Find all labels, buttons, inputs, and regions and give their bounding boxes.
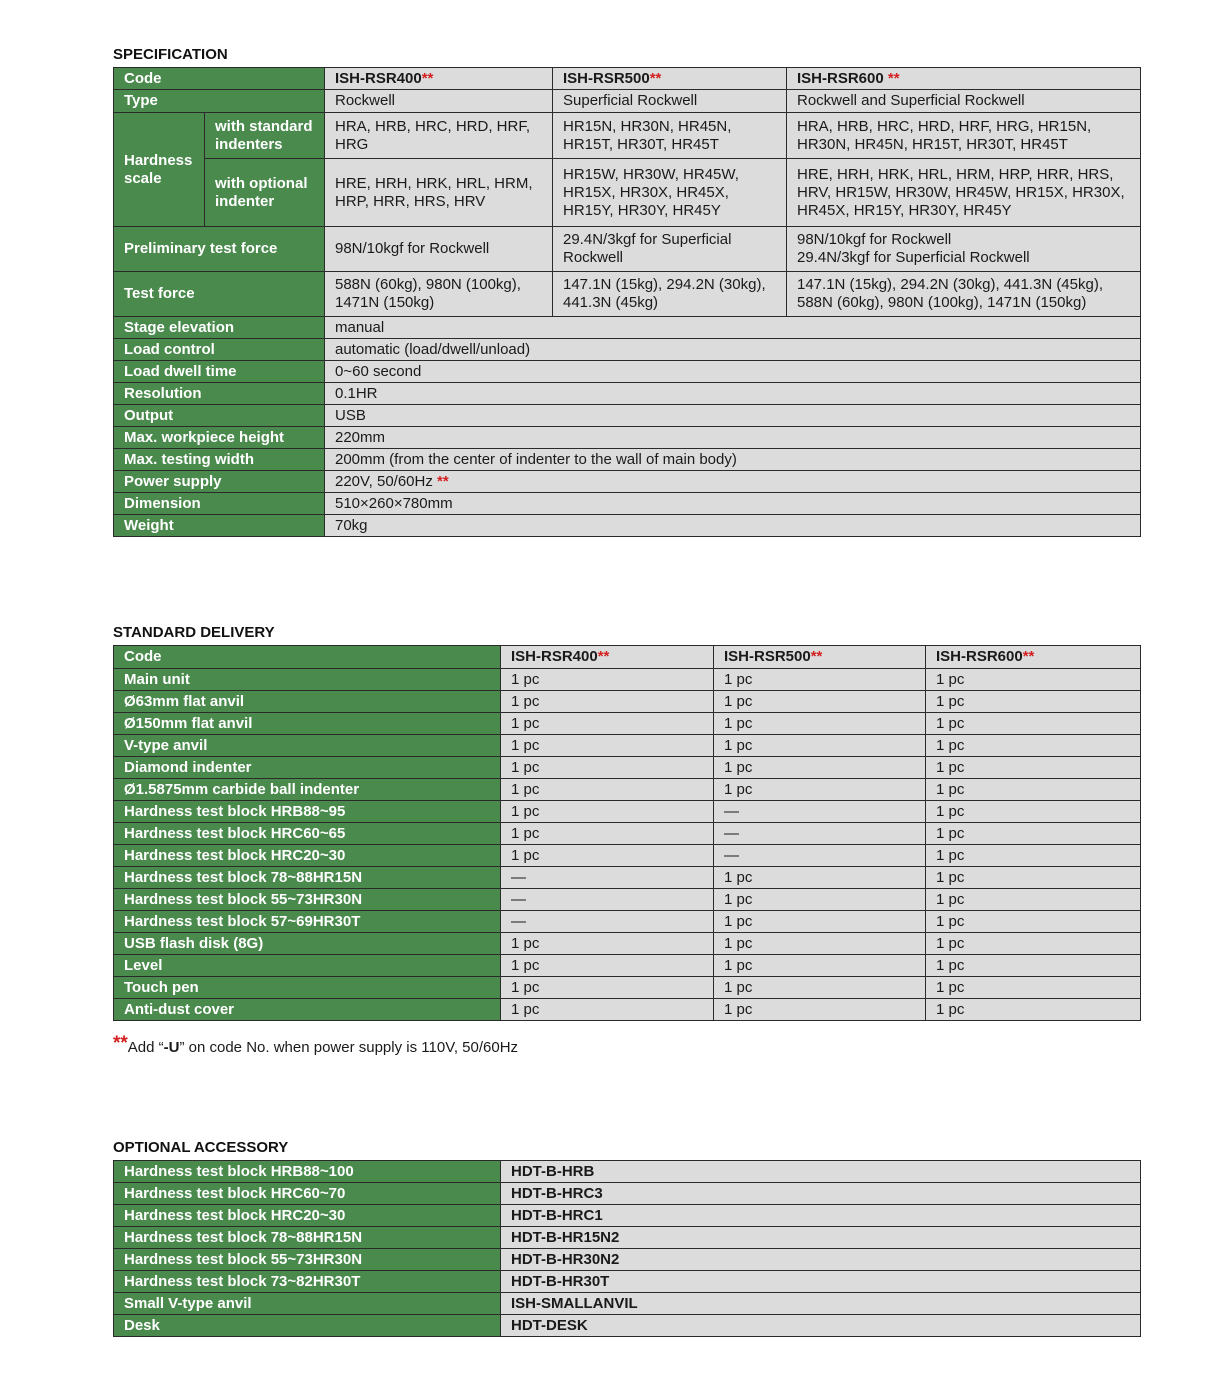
delivery-row — [114, 669, 1141, 691]
delivery-title: STANDARD DELIVERY — [113, 624, 275, 641]
spec-label: Stage elevation — [114, 317, 325, 339]
spec-label-standard: with standard indenters — [205, 113, 325, 159]
spec-cell: 147.1N (15kg), 294.2N (30kg), 441.3N (45kg), 588N (60kg), 980N (100kg), 1471N (150kg) — [787, 272, 1141, 317]
delivery-qty: 1 pc — [926, 823, 1141, 845]
delivery-row — [114, 999, 1141, 1021]
spec-cell: 588N (60kg), 980N (100kg), 1471N (150kg) — [325, 272, 553, 317]
delivery-qty: 1 pc — [926, 691, 1141, 713]
spec-cell: HRE, HRH, HRK, HRL, HRM, HRP, HRR, HRS, HRV, HR15W, HR30W, HR45W, HR15X, HR30X, HR45X, HR15Y, HR30Y, HR45Y — [787, 159, 1141, 227]
optional-item-label: Small V-type anvil — [114, 1293, 501, 1315]
delivery-item-label: Anti-dust cover — [114, 999, 501, 1021]
delivery-qty: 1 pc — [926, 977, 1141, 999]
optional-item-code: HDT-B-HR15N2 — [501, 1227, 1141, 1249]
optional-rows — [114, 1161, 1141, 1337]
delivery-qty: — — [501, 911, 714, 933]
delivery-qty: 1 pc — [501, 845, 714, 867]
delivery-code-400 — [501, 646, 714, 669]
delivery-qty: 1 pc — [926, 911, 1141, 933]
delivery-qty: — — [501, 889, 714, 911]
delivery-item-label: Diamond indenter — [114, 757, 501, 779]
power-note — [113, 1033, 519, 1058]
code-text: ISH-RSR600 — [797, 69, 884, 87]
optional-row — [114, 1293, 1141, 1315]
spec-row — [114, 317, 1141, 339]
delivery-row — [114, 779, 1141, 801]
delivery-qty: 1 pc — [714, 691, 926, 713]
code-text: ISH-RSR600 — [936, 648, 1023, 665]
spec-value: 200mm (from the center of indenter to the wall of main body) — [325, 449, 1141, 471]
delivery-qty: 1 pc — [714, 955, 926, 977]
optional-item-label: Hardness test block 55~73HR30N — [114, 1249, 501, 1271]
spec-row-type — [114, 90, 1141, 113]
optional-item-label: Hardness test block 78~88HR15N — [114, 1227, 501, 1249]
delivery-qty: 1 pc — [501, 713, 714, 735]
optional-row — [114, 1161, 1141, 1183]
delivery-qty: 1 pc — [926, 713, 1141, 735]
spec-label: Dimension — [114, 493, 325, 515]
delivery-qty: 1 pc — [501, 691, 714, 713]
note-code: -U — [163, 1039, 180, 1056]
note-pre: Add “ — [127, 1039, 164, 1056]
spec-value: 510×260×780mm — [325, 493, 1141, 515]
delivery-qty: 1 pc — [926, 933, 1141, 955]
optional-item-code: HDT-DESK — [501, 1315, 1141, 1337]
optional-row — [114, 1183, 1141, 1205]
optional-row — [114, 1271, 1141, 1293]
spec-label-hardness: Hardness scale — [114, 113, 205, 227]
note-star: ** — [432, 472, 449, 490]
spec-cell: 98N/10kgf for Rockwell — [325, 227, 553, 272]
spec-label-test: Test force — [114, 272, 325, 317]
code-text: ISH-RSR400 — [511, 648, 598, 665]
spec-row-prelim — [114, 227, 1141, 272]
delivery-item-label: Hardness test block 78~88HR15N — [114, 867, 501, 889]
delivery-rows — [114, 669, 1141, 1021]
spec-shared-rows — [114, 317, 1141, 537]
delivery-qty: 1 pc — [714, 867, 926, 889]
delivery-item-label: Ø1.5875mm carbide ball indenter — [114, 779, 501, 801]
delivery-qty: 1 pc — [714, 713, 926, 735]
delivery-qty: 1 pc — [926, 867, 1141, 889]
delivery-qty: 1 pc — [714, 977, 926, 999]
optional-item-code: ISH-SMALLANVIL — [501, 1293, 1141, 1315]
optional-item-label: Desk — [114, 1315, 501, 1337]
spec-label: Weight — [114, 515, 325, 537]
spec-row — [114, 515, 1141, 537]
delivery-qty: 1 pc — [926, 669, 1141, 691]
spec-cell: Superficial Rockwell — [553, 90, 787, 113]
delivery-qty: 1 pc — [926, 999, 1141, 1021]
delivery-row — [114, 889, 1141, 911]
delivery-qty: 1 pc — [714, 889, 926, 911]
spec-title: SPECIFICATION — [113, 46, 228, 63]
spec-row — [114, 383, 1141, 405]
code-text: ISH-RSR400 — [335, 69, 422, 87]
delivery-qty: 1 pc — [714, 933, 926, 955]
spec-row — [114, 339, 1141, 361]
delivery-row — [114, 823, 1141, 845]
spec-label: Output — [114, 405, 325, 427]
delivery-qty: — — [714, 845, 926, 867]
optional-row — [114, 1315, 1141, 1337]
optional-item-label: Hardness test block HRB88~100 — [114, 1161, 501, 1183]
delivery-qty: 1 pc — [501, 669, 714, 691]
delivery-row — [114, 911, 1141, 933]
delivery-row — [114, 845, 1141, 867]
delivery-qty: 1 pc — [926, 889, 1141, 911]
spec-label-type: Type — [114, 90, 325, 113]
spec-table — [113, 67, 1141, 537]
note-star: ** — [810, 648, 823, 665]
delivery-qty: 1 pc — [714, 911, 926, 933]
spec-row — [114, 449, 1141, 471]
spec-label: Resolution — [114, 383, 325, 405]
spec-value: 0.1HR — [325, 383, 1141, 405]
spec-value: 220mm — [325, 427, 1141, 449]
spec-cell: HRA, HRB, HRC, HRD, HRF, HRG — [325, 113, 553, 159]
delivery-qty: 1 pc — [501, 823, 714, 845]
spec-cell: 29.4N/3kgf for Superficial Rockwell — [553, 227, 787, 272]
code-text: ISH-RSR500 — [563, 69, 650, 87]
delivery-item-label: Hardness test block 57~69HR30T — [114, 911, 501, 933]
spec-cell: Rockwell — [325, 90, 553, 113]
spec-cell: HRE, HRH, HRK, HRL, HRM, HRP, HRR, HRS, HRV — [325, 159, 553, 227]
spec-row-code — [114, 68, 1141, 90]
spec-code-600 — [787, 68, 1141, 90]
delivery-qty: 1 pc — [926, 757, 1141, 779]
optional-table — [113, 1160, 1141, 1337]
delivery-qty: 1 pc — [501, 933, 714, 955]
delivery-row — [114, 735, 1141, 757]
spec-row — [114, 361, 1141, 383]
delivery-row — [114, 867, 1141, 889]
spec-cell: Rockwell and Superficial Rockwell — [787, 90, 1141, 113]
spec-cell: HRA, HRB, HRC, HRD, HRF, HRG, HR15N, HR30N, HR45N, HR15T, HR30T, HR45T — [787, 113, 1141, 159]
spec-cell: HR15W, HR30W, HR45W, HR15X, HR30X, HR45X, HR15Y, HR30Y, HR45Y — [553, 159, 787, 227]
spec-cell — [787, 227, 1141, 272]
delivery-qty: 1 pc — [926, 779, 1141, 801]
spec-label: Max. testing width — [114, 449, 325, 471]
spec-cell: HR15N, HR30N, HR45N, HR15T, HR30T, HR45T — [553, 113, 787, 159]
spec-value: 0~60 second — [325, 361, 1141, 383]
spec-row — [114, 405, 1141, 427]
spec-value: 70kg — [325, 515, 1141, 537]
delivery-row — [114, 801, 1141, 823]
optional-row — [114, 1227, 1141, 1249]
delivery-item-label: V-type anvil — [114, 735, 501, 757]
spec-row-standard — [114, 113, 1141, 159]
spec-code-500 — [553, 68, 787, 90]
delivery-item-label: Hardness test block HRC20~30 — [114, 845, 501, 867]
delivery-qty: 1 pc — [714, 669, 926, 691]
spec-value: automatic (load/dwell/unload) — [325, 339, 1141, 361]
spec-label-prelim: Preliminary test force — [114, 227, 325, 272]
delivery-qty: 1 pc — [714, 779, 926, 801]
note-post: ” on code No. when power supply is 110V, 50/60Hz — [179, 1039, 519, 1056]
delivery-row — [114, 757, 1141, 779]
delivery-item-label: Main unit — [114, 669, 501, 691]
optional-row — [114, 1249, 1141, 1271]
optional-row — [114, 1205, 1141, 1227]
delivery-qty: 1 pc — [501, 801, 714, 823]
note-star: ** — [113, 1033, 128, 1054]
optional-item-code: HDT-B-HR30N2 — [501, 1249, 1141, 1271]
delivery-row — [114, 933, 1141, 955]
delivery-code-500 — [714, 646, 926, 669]
delivery-qty: — — [501, 867, 714, 889]
delivery-qty: — — [714, 801, 926, 823]
spec-value: USB — [325, 405, 1141, 427]
spec-code-400 — [325, 68, 553, 90]
delivery-qty: 1 pc — [501, 955, 714, 977]
delivery-item-label: Touch pen — [114, 977, 501, 999]
spec-label-code: Code — [114, 68, 325, 90]
delivery-item-label: Hardness test block HRC60~65 — [114, 823, 501, 845]
delivery-qty: 1 pc — [714, 999, 926, 1021]
spec-label: Load dwell time — [114, 361, 325, 383]
delivery-qty: 1 pc — [501, 999, 714, 1021]
delivery-item-label: Hardness test block 55~73HR30N — [114, 889, 501, 911]
optional-item-label: Hardness test block HRC60~70 — [114, 1183, 501, 1205]
delivery-item-label: USB flash disk (8G) — [114, 933, 501, 955]
optional-item-label: Hardness test block 73~82HR30T — [114, 1271, 501, 1293]
spec-label: Load control — [114, 339, 325, 361]
code-text: ISH-RSR500 — [724, 648, 811, 665]
delivery-qty: 1 pc — [926, 801, 1141, 823]
delivery-code-600 — [926, 646, 1141, 669]
note-star: ** — [1022, 648, 1035, 665]
delivery-qty: 1 pc — [501, 779, 714, 801]
spec-row — [114, 471, 1141, 493]
optional-item-code: HDT-B-HRC3 — [501, 1183, 1141, 1205]
delivery-item-label: Ø63mm flat anvil — [114, 691, 501, 713]
delivery-qty: 1 pc — [714, 735, 926, 757]
spec-label: Power supply — [114, 471, 325, 493]
spec-row-optional — [114, 159, 1141, 227]
delivery-row — [114, 977, 1141, 999]
prelim-line: 98N/10kgf for Rockwell — [797, 231, 952, 248]
optional-item-label: Hardness test block HRC20~30 — [114, 1205, 501, 1227]
spec-label: Max. workpiece height — [114, 427, 325, 449]
spec-cell: 147.1N (15kg), 294.2N (30kg), 441.3N (45kg) — [553, 272, 787, 317]
delivery-row — [114, 713, 1141, 735]
delivery-row — [114, 691, 1141, 713]
delivery-qty: 1 pc — [501, 735, 714, 757]
note-star: ** — [887, 69, 900, 87]
delivery-qty: 1 pc — [714, 757, 926, 779]
delivery-qty: 1 pc — [926, 735, 1141, 757]
delivery-qty: — — [714, 823, 926, 845]
optional-item-code: HDT-B-HRB — [501, 1161, 1141, 1183]
delivery-item-label: Hardness test block HRB88~95 — [114, 801, 501, 823]
note-star: ** — [421, 69, 434, 87]
delivery-qty: 1 pc — [926, 845, 1141, 867]
spec-row — [114, 427, 1141, 449]
spec-row — [114, 493, 1141, 515]
note-star: ** — [597, 648, 610, 665]
optional-item-code: HDT-B-HRC1 — [501, 1205, 1141, 1227]
delivery-row — [114, 955, 1141, 977]
spec-value: manual — [325, 317, 1141, 339]
delivery-label-code: Code — [114, 646, 501, 669]
delivery-item-label: Ø150mm flat anvil — [114, 713, 501, 735]
delivery-header-row — [114, 646, 1141, 669]
spec-label-optional: with optional indenter — [205, 159, 325, 227]
prelim-line: 29.4N/3kgf for Superficial Rockwell — [797, 249, 1030, 266]
optional-title: OPTIONAL ACCESSORY — [113, 1139, 289, 1156]
delivery-qty: 1 pc — [926, 955, 1141, 977]
delivery-item-label: Level — [114, 955, 501, 977]
spec-row-test — [114, 272, 1141, 317]
delivery-qty: 1 pc — [501, 757, 714, 779]
note-star: ** — [649, 69, 662, 87]
delivery-table — [113, 645, 1141, 1021]
delivery-qty: 1 pc — [501, 977, 714, 999]
optional-item-code: HDT-B-HR30T — [501, 1271, 1141, 1293]
spec-value: 220V, 50/60Hz ** — [325, 471, 1141, 493]
